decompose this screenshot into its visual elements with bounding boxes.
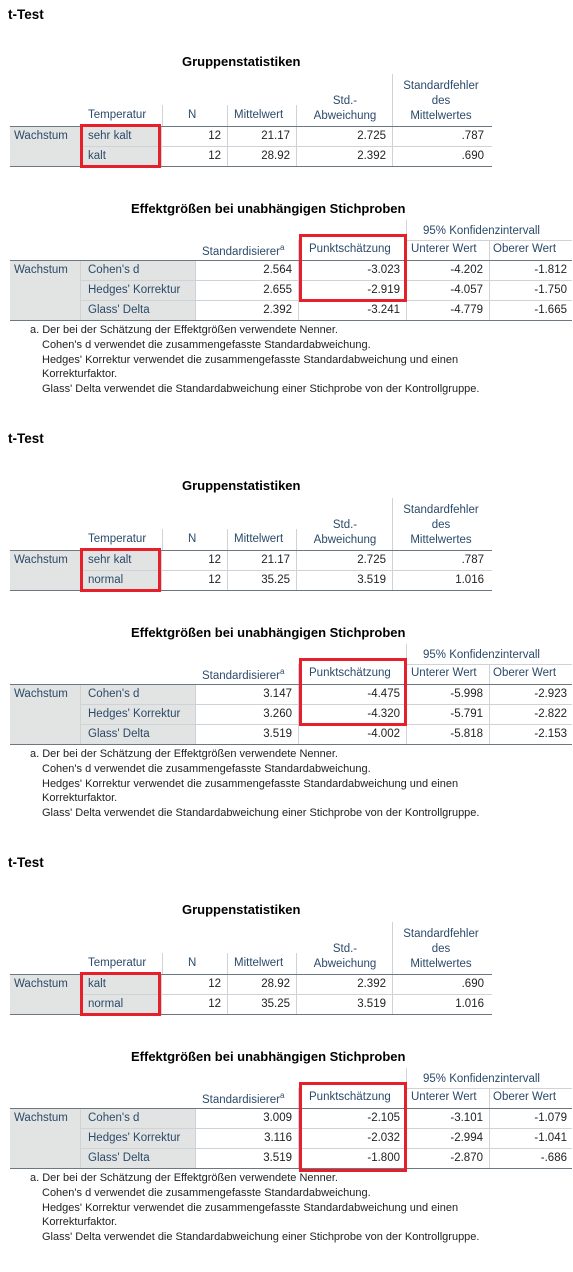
cell-punktschaetzung: -4.002 [367, 728, 400, 740]
cell-se: .787 [461, 554, 484, 566]
t-test-section [0, 848, 573, 1272]
cell-punktschaetzung: -3.023 [367, 264, 400, 276]
cell-n: 12 [208, 998, 221, 1010]
group-highlight-box [80, 124, 161, 168]
cell-n: 12 [208, 978, 221, 990]
section-title: t-Test [8, 855, 44, 870]
cell-standardisierer: 3.519 [263, 1152, 292, 1164]
cell-n: 12 [208, 130, 221, 142]
cell-oberer-wert: -1.750 [534, 284, 567, 296]
cell-oberer-wert: -2.153 [534, 728, 567, 740]
header-standardfehler: Standardfehler des Mittelwertes [403, 928, 479, 970]
cell-oberer-wert: -1.812 [534, 264, 567, 276]
point-estimate-highlight-box [299, 658, 407, 726]
group-name: kalt [88, 150, 106, 162]
header-oberer-wert: Oberer Wert [493, 1091, 557, 1103]
measure-name: Glass' Delta [88, 728, 150, 740]
footnote: a. Der bei der Schätzung der Effektgrößen verwendete Nenner. Cohen's d verwendet die zusammengefasste Standardabweichung. Hedges' Korrektur verwendet die zusammengefasste Standardabweichung und einen Korrekturfaktor. Glass' Delta verwendet die Standardabweichung einer Stichprobe von der Kontrollgruppe. [30, 1172, 480, 1244]
effect-table-title: Effektgrößen bei unabhängigen Stichproben [131, 625, 406, 640]
footnote: a. Der bei der Schätzung der Effektgrößen verwendete Nenner. Cohen's d verwendet die zusammengefasste Standardabweichung. Hedges' Korrektur verwendet die zusammengefasste Standardabweichung und einen Korrekturfaktor. Glass' Delta verwendet die Standardabweichung einer Stichprobe von der Kontrollgruppe. [30, 748, 480, 820]
header-confidence-interval: 95% Konfidenzintervall [423, 649, 540, 661]
header-standardisierer: Standardisierer$^a$ [202, 243, 285, 258]
point-estimate-highlight-box [299, 1082, 407, 1172]
group-table-title: Gruppenstatistiken [182, 902, 301, 917]
cell-n: 12 [208, 150, 221, 162]
header-oberer-wert: Oberer Wert [493, 243, 557, 255]
measure-name: Cohen's d [88, 264, 140, 276]
header-unterer-wert: Unterer Wert [411, 1091, 477, 1103]
cell-unterer-wert: -5.791 [450, 708, 483, 720]
cell-punktschaetzung: -2.032 [367, 1132, 400, 1144]
cell-standardisierer: 3.519 [263, 728, 292, 740]
header-n: N [188, 533, 197, 545]
cell-oberer-wert: -1.041 [534, 1132, 567, 1144]
cell-standardisierer: 2.655 [263, 284, 292, 296]
cell-sd: 3.519 [357, 998, 386, 1010]
measure-name: Hedges' Korrektur [88, 284, 181, 296]
cell-unterer-wert: -4.779 [450, 304, 483, 316]
cell-punktschaetzung: -2.105 [367, 1112, 400, 1124]
header-standardfehler: Standardfehler des Mittelwertes [403, 80, 479, 122]
header-n: N [188, 957, 197, 969]
header-mittelwert: Mittelwert [234, 109, 284, 121]
cell-oberer-wert: -.686 [540, 1152, 567, 1164]
t-test-section [0, 424, 573, 848]
row-label-wachstum: Wachstum [14, 130, 68, 142]
header-confidence-interval: 95% Konfidenzintervall [423, 225, 540, 237]
cell-punktschaetzung: -1.800 [367, 1152, 400, 1164]
cell-mean: 35.25 [261, 574, 290, 586]
cell-mean: 28.92 [261, 978, 290, 990]
effect-table-title: Effektgrößen bei unabhängigen Stichproben [131, 1049, 406, 1064]
header-std-abweichung: Std.- Abweichung [313, 95, 377, 122]
header-standardfehler: Standardfehler des Mittelwertes [403, 504, 479, 546]
header-mittelwert: Mittelwert [234, 957, 284, 969]
cell-oberer-wert: -1.665 [534, 304, 567, 316]
header-punktschaetzung: Punktschätzung [309, 1091, 391, 1103]
row-label-wachstum: Wachstum [14, 1112, 68, 1124]
header-punktschaetzung: Punktschätzung [309, 243, 391, 255]
group-name: kalt [88, 978, 106, 990]
measure-name: Glass' Delta [88, 1152, 150, 1164]
row-label-wachstum: Wachstum [14, 264, 68, 276]
measure-name: Cohen's d [88, 688, 140, 700]
header-std-abweichung: Std.- Abweichung [313, 943, 377, 970]
cell-standardisierer: 3.147 [263, 688, 292, 700]
footnote: a. Der bei der Schätzung der Effektgrößen verwendete Nenner. Cohen's d verwendet die zusammengefasste Standardabweichung. Hedges' Korrektur verwendet die zusammengefasste Standardabweichung und einen Korrekturfaktor. Glass' Delta verwendet die Standardabweichung einer Stichprobe von der Kontrollgruppe. [30, 324, 480, 396]
cell-standardisierer: 3.260 [263, 708, 292, 720]
cell-punktschaetzung: -2.919 [367, 284, 400, 296]
measure-name: Hedges' Korrektur [88, 708, 181, 720]
t-test-section [0, 0, 573, 424]
row-label-wachstum: Wachstum [14, 688, 68, 700]
header-unterer-wert: Unterer Wert [411, 243, 477, 255]
group-table-title: Gruppenstatistiken [182, 478, 301, 493]
header-standardisierer: Standardisierer$^a$ [202, 667, 285, 682]
cell-unterer-wert: -4.202 [450, 264, 483, 276]
header-oberer-wert: Oberer Wert [493, 667, 557, 679]
cell-se: 1.016 [455, 998, 484, 1010]
cell-mean: 35.25 [261, 998, 290, 1010]
cell-oberer-wert: -1.079 [534, 1112, 567, 1124]
cell-sd: 2.392 [357, 978, 386, 990]
point-estimate-highlight-box [299, 234, 407, 302]
header-mittelwert: Mittelwert [234, 533, 284, 545]
header-punktschaetzung: Punktschätzung [309, 667, 391, 679]
cell-sd: 2.725 [357, 554, 386, 566]
row-label-wachstum: Wachstum [14, 978, 68, 990]
cell-sd: 3.519 [357, 574, 386, 586]
header-unterer-wert: Unterer Wert [411, 667, 477, 679]
cell-standardisierer: 3.116 [264, 1132, 292, 1144]
group-name: normal [88, 998, 124, 1010]
cell-unterer-wert: -2.870 [450, 1152, 483, 1164]
header-n: N [188, 109, 197, 121]
cell-n: 12 [208, 574, 221, 586]
row-label-wachstum: Wachstum [14, 554, 68, 566]
cell-mean: 21.17 [261, 130, 290, 142]
cell-sd: 2.392 [357, 150, 386, 162]
group-name: normal [88, 574, 124, 586]
cell-n: 12 [208, 554, 221, 566]
cell-se: 1.016 [455, 574, 484, 586]
header-temperatur: Temperatur [88, 957, 147, 969]
cell-punktschaetzung: -3.241 [367, 304, 400, 316]
header-temperatur: Temperatur [88, 533, 147, 545]
header-confidence-interval: 95% Konfidenzintervall [423, 1073, 540, 1085]
measure-name: Hedges' Korrektur [88, 1132, 181, 1144]
section-title: t-Test [8, 431, 44, 446]
cell-sd: 2.725 [357, 130, 386, 142]
effect-table-title: Effektgrößen bei unabhängigen Stichproben [131, 201, 406, 216]
cell-se: .690 [461, 150, 484, 162]
measure-name: Cohen's d [88, 1112, 140, 1124]
group-name: sehr kalt [88, 130, 132, 142]
header-standardisierer: Standardisierer$^a$ [202, 1091, 285, 1106]
cell-standardisierer: 2.392 [263, 304, 292, 316]
cell-unterer-wert: -5.818 [450, 728, 483, 740]
header-std-abweichung: Std.- Abweichung [313, 519, 377, 546]
group-name: sehr kalt [88, 554, 132, 566]
cell-oberer-wert: -2.822 [534, 708, 567, 720]
cell-punktschaetzung: -4.475 [367, 688, 400, 700]
group-highlight-box [80, 972, 161, 1016]
measure-name: Glass' Delta [88, 304, 150, 316]
cell-mean: 21.17 [261, 554, 290, 566]
group-table-title: Gruppenstatistiken [182, 54, 301, 69]
group-highlight-box [80, 548, 161, 592]
section-title: t-Test [8, 7, 44, 22]
cell-se: .787 [461, 130, 484, 142]
cell-unterer-wert: -3.101 [450, 1112, 483, 1124]
cell-unterer-wert: -2.994 [450, 1132, 483, 1144]
cell-unterer-wert: -4.057 [450, 284, 483, 296]
cell-punktschaetzung: -4.320 [367, 708, 400, 720]
cell-standardisierer: 2.564 [263, 264, 292, 276]
cell-standardisierer: 3.009 [263, 1112, 292, 1124]
cell-se: .690 [461, 978, 484, 990]
cell-unterer-wert: -5.998 [450, 688, 483, 700]
cell-mean: 28.92 [261, 150, 290, 162]
cell-oberer-wert: -2.923 [534, 688, 567, 700]
header-temperatur: Temperatur [88, 109, 147, 121]
